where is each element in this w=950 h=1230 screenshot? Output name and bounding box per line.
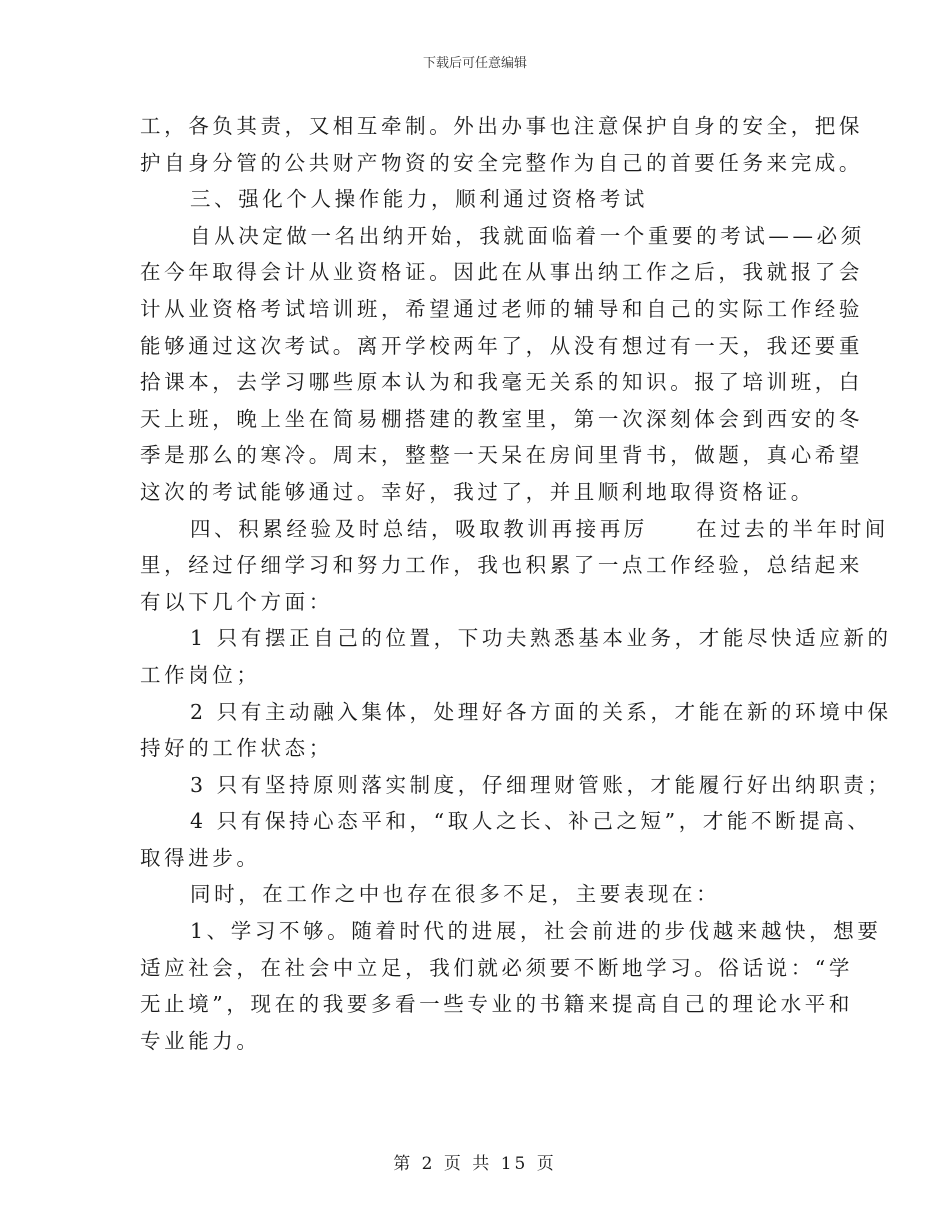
text-line: 适应社会，在社会中立足，我们就必须要不断地学习。俗话说：“学 — [140, 955, 853, 980]
text-line: 计从业资格考试培训班，希望通过老师的辅导和自己的实际工作经验 — [140, 296, 863, 321]
text-line: 三、强化个人操作能力，顺利通过资格考试 — [190, 187, 648, 212]
text-line: 里，经过仔细学习和努力工作，我也积累了一点工作经验，总结起来 — [140, 553, 863, 578]
text-line: 工，各负其责，又相互牵制。外出办事也注意保护自身的安全，把保 — [140, 114, 863, 138]
document-body — [140, 108, 892, 1059]
text-line: 取得进步。 — [140, 845, 261, 870]
page-header: 下载后可任意编辑 — [422, 56, 527, 71]
text-line: 天上班，晚上坐在简易棚搭建的教室里，第一次深刻体会到西安的冬 — [140, 406, 863, 431]
text-line: 自从决定做一名出纳开始，我就面临着一个重要的考试——必须 — [190, 223, 865, 248]
text-line: 季是那么的寒冷。周末，整整一天呆在房间里背书，做题，真心希望 — [140, 443, 863, 468]
text-line: 拾课本，去学习哪些原本认为和我毫无关系的知识。报了培训班，白 — [140, 370, 863, 395]
text-line: 专业能力。 — [140, 1028, 261, 1053]
text-line: 同时，在工作之中也存在很多不足，主要表现在： — [190, 882, 721, 907]
text-line: 在今年取得会计从业资格证。因此在从事出纳工作之后，我就报了会 — [140, 260, 863, 285]
text-line: 4 只有保持心态平和，“取人之长、补己之短”，才能不断提高、 — [190, 809, 872, 834]
text-line: 3 只有坚持原则落实制度，仔细理财管账，才能履行好出纳职责； — [190, 772, 892, 797]
text-line: 1 只有摆正自己的位置，下功夫熟悉基本业务，才能尽快适应新的 — [190, 626, 892, 651]
text-line: 2 只有主动融入集体，处理好各方面的关系，才能在新的环境中保 — [190, 699, 892, 724]
text-line: 1、学习不够。随着时代的进展，社会前进的步伐越来越快，想要 — [190, 919, 882, 944]
text-line: 工作岗位； — [140, 662, 261, 687]
text-line: 能够通过这次考试。离开学校两年了，从没有想过有一天，我还要重 — [140, 333, 863, 358]
page-footer: 第 2 页 共 15 页 — [393, 1154, 557, 1174]
text-line: 无止境”，现在的我要多看一些专业的书籍来提高自己的理论水平和 — [140, 992, 853, 1017]
text-line: 有以下几个方面： — [140, 589, 333, 614]
text-line: 持好的工作状态； — [140, 736, 333, 761]
text-line: 四、积累经验及时总结，吸取教训再接再厉 在过去的半年时间 — [190, 516, 889, 541]
text-line: 护自身分管的公共财产物资的安全完整作为自己的首要任务来完成。 — [140, 150, 863, 175]
text-line: 这次的考试能够通过。幸好，我过了，并且顺利地取得资格证。 — [140, 479, 815, 504]
